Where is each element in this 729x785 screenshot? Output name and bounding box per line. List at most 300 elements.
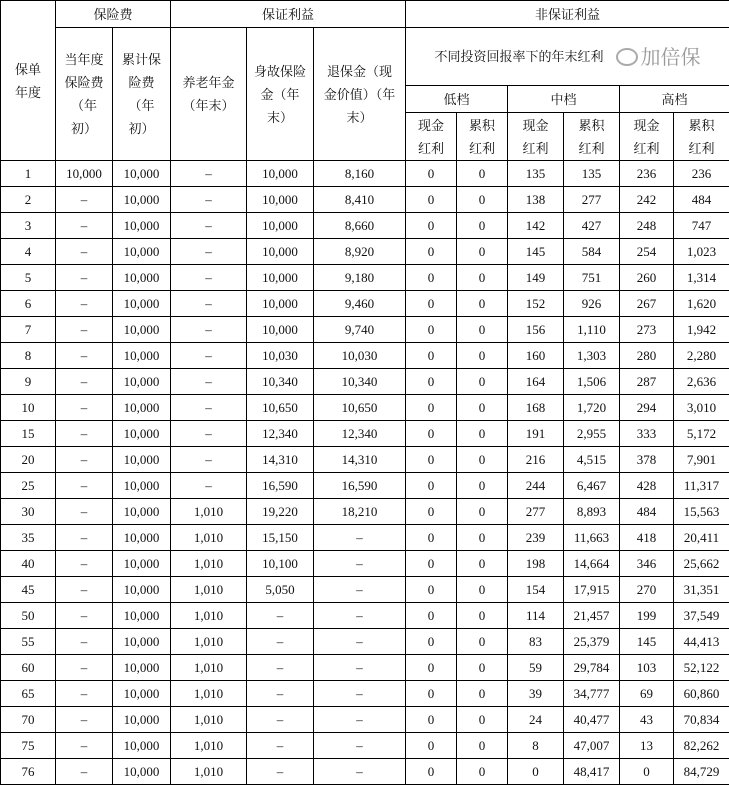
table-row [1,421,729,447]
mid-accumulated-dividend-cell: 17,915 [564,577,620,603]
mid-accumulated-dividend-cell: 751 [564,265,620,291]
table-row [1,733,729,759]
surrender-value-cell: 14,310 [314,447,406,473]
annual-premium-cell: – [56,707,113,733]
high-cash-dividend-cell: 346 [620,551,674,577]
low-accumulated-dividend-cell: 0 [457,239,508,265]
cumulative-premium-cell: 10,000 [113,473,171,499]
header-high: 高档 [620,86,729,113]
policy-year-cell: 9 [1,369,56,395]
low-accumulated-dividend-cell: 0 [457,499,508,525]
annual-premium-cell: – [56,187,113,213]
cumulative-premium-cell: 10,000 [113,161,171,187]
low-cash-dividend-cell: 0 [406,265,457,291]
mid-accumulated-dividend-cell: 48,417 [564,759,620,785]
policy-year-cell: 65 [1,681,56,707]
high-cash-dividend-cell: 199 [620,603,674,629]
mid-accumulated-dividend-cell: 277 [564,187,620,213]
high-cash-dividend-cell: 294 [620,395,674,421]
low-cash-dividend-cell: 0 [406,187,457,213]
death-benefit-cell: – [247,759,314,785]
mid-accumulated-dividend-cell: 14,664 [564,551,620,577]
low-cash-dividend-cell: 0 [406,369,457,395]
high-accumulated-dividend-cell: 3,010 [674,395,729,421]
cumulative-premium-cell: 10,000 [113,655,171,681]
watermark [616,45,701,69]
mid-cash-dividend-cell: 0 [508,759,564,785]
cumulative-premium-cell: 10,000 [113,577,171,603]
annual-premium-cell: 10,000 [56,161,113,187]
low-accumulated-dividend-cell: 0 [457,213,508,239]
low-cash-dividend-cell: 0 [406,213,457,239]
table-row [1,759,729,785]
death-benefit-cell: 10,000 [247,161,314,187]
high-cash-dividend-cell: 236 [620,161,674,187]
mid-accumulated-dividend-cell: 25,379 [564,629,620,655]
annuity-cell: – [171,239,247,265]
high-cash-dividend-cell: 260 [620,265,674,291]
high-accumulated-dividend-cell: 52,122 [674,655,729,681]
annual-premium-cell: – [56,551,113,577]
high-accumulated-dividend-cell: 1,023 [674,239,729,265]
low-cash-dividend-cell: 0 [406,655,457,681]
death-benefit-cell: 10,000 [247,265,314,291]
high-cash-dividend-cell: 103 [620,655,674,681]
surrender-value-cell: 10,650 [314,395,406,421]
surrender-value-cell: – [314,655,406,681]
mid-cash-dividend-cell: 277 [508,499,564,525]
annual-premium-cell: – [56,473,113,499]
death-benefit-cell: 10,650 [247,395,314,421]
mid-cash-dividend-cell: 152 [508,291,564,317]
table-row [1,655,729,681]
death-benefit-cell: – [247,629,314,655]
death-benefit-cell: 15,150 [247,525,314,551]
annual-premium-cell: – [56,759,113,785]
policy-year-cell: 2 [1,187,56,213]
death-benefit-cell: – [247,681,314,707]
low-accumulated-dividend-cell: 0 [457,681,508,707]
table-row [1,291,729,317]
annuity-cell: 1,010 [171,499,247,525]
high-accumulated-dividend-cell: 15,563 [674,499,729,525]
annual-premium-cell: – [56,525,113,551]
cumulative-premium-cell: 10,000 [113,395,171,421]
mid-cash-dividend-cell: 59 [508,655,564,681]
cumulative-premium-cell: 10,000 [113,369,171,395]
header-surrender-value: 退保金（现金价值）（年末） [314,28,406,161]
surrender-value-cell: 9,740 [314,317,406,343]
low-cash-dividend-cell: 0 [406,473,457,499]
cumulative-premium-cell: 10,000 [113,291,171,317]
mid-cash-dividend-cell: 83 [508,629,564,655]
table-row [1,629,729,655]
policy-year-cell: 7 [1,317,56,343]
cumulative-premium-cell: 10,000 [113,707,171,733]
table-row [1,499,729,525]
header-cumulative-premium: 累计保险费（年初） [113,28,171,161]
table-row [1,551,729,577]
policy-year-cell: 40 [1,551,56,577]
low-cash-dividend-cell: 0 [406,499,457,525]
cumulative-premium-cell: 10,000 [113,629,171,655]
policy-year-cell: 75 [1,733,56,759]
policy-year-cell: 1 [1,161,56,187]
header-death-benefit: 身故保险金（年末） [247,28,314,161]
low-cash-dividend-cell: 0 [406,681,457,707]
low-cash-dividend-cell: 0 [406,317,457,343]
policy-year-cell: 50 [1,603,56,629]
surrender-value-cell: 10,340 [314,369,406,395]
mid-accumulated-dividend-cell: 21,457 [564,603,620,629]
surrender-value-cell: – [314,707,406,733]
mid-cash-dividend-cell: 239 [508,525,564,551]
death-benefit-cell: 10,340 [247,369,314,395]
high-cash-dividend-cell: 43 [620,707,674,733]
cumulative-premium-cell: 10,000 [113,317,171,343]
header-mid-cash: 现金红利 [508,113,564,161]
high-cash-dividend-cell: 242 [620,187,674,213]
low-accumulated-dividend-cell: 0 [457,655,508,681]
high-accumulated-dividend-cell: 82,262 [674,733,729,759]
high-cash-dividend-cell: 254 [620,239,674,265]
low-cash-dividend-cell: 0 [406,291,457,317]
annuity-cell: 1,010 [171,603,247,629]
annual-premium-cell: – [56,603,113,629]
annuity-cell: 1,010 [171,577,247,603]
mid-accumulated-dividend-cell: 926 [564,291,620,317]
annual-premium-cell: – [56,421,113,447]
low-cash-dividend-cell: 0 [406,629,457,655]
annual-premium-cell: – [56,395,113,421]
high-cash-dividend-cell: 145 [620,629,674,655]
surrender-value-cell: 9,460 [314,291,406,317]
low-accumulated-dividend-cell: 0 [457,395,508,421]
annual-premium-cell: – [56,577,113,603]
cumulative-premium-cell: 10,000 [113,239,171,265]
header-non-guaranteed-group: 非保证利益 [406,1,729,28]
policy-year-cell: 25 [1,473,56,499]
annuity-cell: 1,010 [171,681,247,707]
mid-accumulated-dividend-cell: 34,777 [564,681,620,707]
high-accumulated-dividend-cell: 7,901 [674,447,729,473]
annuity-cell: – [171,395,247,421]
surrender-value-cell: 8,160 [314,161,406,187]
table-row [1,707,729,733]
table-row [1,161,729,187]
high-accumulated-dividend-cell: 236 [674,161,729,187]
low-accumulated-dividend-cell: 0 [457,447,508,473]
header-high-accumulated: 累积红利 [674,113,729,161]
low-accumulated-dividend-cell: 0 [457,603,508,629]
header-annual-premium: 当年度保险费（年初） [56,28,113,161]
low-accumulated-dividend-cell: 0 [457,759,508,785]
annuity-cell: 1,010 [171,707,247,733]
annuity-cell: 1,010 [171,551,247,577]
annuity-cell: – [171,369,247,395]
table-row [1,447,729,473]
annual-premium-cell: – [56,499,113,525]
high-accumulated-dividend-cell: 2,280 [674,343,729,369]
cumulative-premium-cell: 10,000 [113,447,171,473]
high-cash-dividend-cell: 428 [620,473,674,499]
low-accumulated-dividend-cell: 0 [457,317,508,343]
death-benefit-cell: – [247,655,314,681]
mid-cash-dividend-cell: 138 [508,187,564,213]
mid-cash-dividend-cell: 142 [508,213,564,239]
annual-premium-cell: – [56,239,113,265]
surrender-value-cell: 9,180 [314,265,406,291]
annual-premium-cell: – [56,291,113,317]
table-row [1,239,729,265]
surrender-value-cell: – [314,681,406,707]
cumulative-premium-cell: 10,000 [113,187,171,213]
low-cash-dividend-cell: 0 [406,395,457,421]
cumulative-premium-cell: 10,000 [113,213,171,239]
mid-cash-dividend-cell: 160 [508,343,564,369]
annuity-cell: 1,010 [171,733,247,759]
high-cash-dividend-cell: 0 [620,759,674,785]
death-benefit-cell: 10,000 [247,239,314,265]
policy-year-cell: 35 [1,525,56,551]
annuity-cell: – [171,187,247,213]
high-accumulated-dividend-cell: 37,549 [674,603,729,629]
low-accumulated-dividend-cell: 0 [457,551,508,577]
mid-accumulated-dividend-cell: 1,720 [564,395,620,421]
low-cash-dividend-cell: 0 [406,759,457,785]
mid-accumulated-dividend-cell: 427 [564,213,620,239]
table-row [1,265,729,291]
death-benefit-cell: – [247,603,314,629]
mid-cash-dividend-cell: 244 [508,473,564,499]
mid-accumulated-dividend-cell: 135 [564,161,620,187]
low-cash-dividend-cell: 0 [406,707,457,733]
death-benefit-cell: 14,310 [247,447,314,473]
dividend-title-wrap [406,45,729,69]
mid-accumulated-dividend-cell: 1,110 [564,317,620,343]
cumulative-premium-cell: 10,000 [113,525,171,551]
cumulative-premium-cell: 10,000 [113,733,171,759]
high-cash-dividend-cell: 484 [620,499,674,525]
table-row [1,525,729,551]
policy-year-cell: 6 [1,291,56,317]
annuity-cell: – [171,213,247,239]
low-accumulated-dividend-cell: 0 [457,161,508,187]
low-cash-dividend-cell: 0 [406,421,457,447]
mid-accumulated-dividend-cell: 584 [564,239,620,265]
cumulative-premium-cell: 10,000 [113,265,171,291]
high-accumulated-dividend-cell: 2,636 [674,369,729,395]
mid-cash-dividend-cell: 135 [508,161,564,187]
annuity-cell: – [171,265,247,291]
death-benefit-cell: – [247,733,314,759]
high-cash-dividend-cell: 418 [620,525,674,551]
low-accumulated-dividend-cell: 0 [457,733,508,759]
table-body [1,161,729,785]
low-accumulated-dividend-cell: 0 [457,265,508,291]
header-high-cash: 现金红利 [620,113,674,161]
table-row [1,343,729,369]
high-accumulated-dividend-cell: 484 [674,187,729,213]
death-benefit-cell: 5,050 [247,577,314,603]
low-cash-dividend-cell: 0 [406,447,457,473]
surrender-value-cell: 12,340 [314,421,406,447]
cumulative-premium-cell: 10,000 [113,499,171,525]
high-cash-dividend-cell: 248 [620,213,674,239]
death-benefit-cell: 10,000 [247,213,314,239]
mid-accumulated-dividend-cell: 40,477 [564,707,620,733]
high-accumulated-dividend-cell: 20,411 [674,525,729,551]
mid-cash-dividend-cell: 149 [508,265,564,291]
low-cash-dividend-cell: 0 [406,551,457,577]
death-benefit-cell: 16,590 [247,473,314,499]
annuity-cell: – [171,317,247,343]
death-benefit-cell: – [247,707,314,733]
surrender-value-cell: – [314,551,406,577]
high-cash-dividend-cell: 13 [620,733,674,759]
header-low-accumulated: 累积红利 [457,113,508,161]
policy-year-cell: 45 [1,577,56,603]
mid-accumulated-dividend-cell: 1,303 [564,343,620,369]
low-cash-dividend-cell: 0 [406,577,457,603]
surrender-value-cell: 16,590 [314,473,406,499]
surrender-value-cell: – [314,577,406,603]
low-cash-dividend-cell: 0 [406,161,457,187]
low-cash-dividend-cell: 0 [406,603,457,629]
header-dividend-cell [406,28,729,86]
mid-cash-dividend-cell: 164 [508,369,564,395]
mid-cash-dividend-cell: 191 [508,421,564,447]
annual-premium-cell: – [56,629,113,655]
mid-accumulated-dividend-cell: 11,663 [564,525,620,551]
annuity-cell: – [171,343,247,369]
header-premium-group: 保险费 [56,1,171,28]
high-accumulated-dividend-cell: 5,172 [674,421,729,447]
policy-year-cell: 5 [1,265,56,291]
high-cash-dividend-cell: 280 [620,343,674,369]
header-low-cash: 现金红利 [406,113,457,161]
low-cash-dividend-cell: 0 [406,239,457,265]
header-mid: 中档 [508,86,620,113]
annuity-cell: – [171,473,247,499]
high-accumulated-dividend-cell: 70,834 [674,707,729,733]
annuity-cell: – [171,421,247,447]
mid-accumulated-dividend-cell: 6,467 [564,473,620,499]
header-guaranteed-group: 保证利益 [171,1,406,28]
high-cash-dividend-cell: 333 [620,421,674,447]
annual-premium-cell: – [56,317,113,343]
high-accumulated-dividend-cell: 1,620 [674,291,729,317]
high-cash-dividend-cell: 267 [620,291,674,317]
high-accumulated-dividend-cell: 25,662 [674,551,729,577]
mid-cash-dividend-cell: 24 [508,707,564,733]
table-row [1,395,729,421]
low-accumulated-dividend-cell: 0 [457,629,508,655]
mid-accumulated-dividend-cell: 8,893 [564,499,620,525]
mid-cash-dividend-cell: 39 [508,681,564,707]
table-row [1,187,729,213]
low-accumulated-dividend-cell: 0 [457,473,508,499]
high-accumulated-dividend-cell: 84,729 [674,759,729,785]
table-row [1,213,729,239]
high-cash-dividend-cell: 273 [620,317,674,343]
policy-year-cell: 10 [1,395,56,421]
mid-cash-dividend-cell: 114 [508,603,564,629]
cumulative-premium-cell: 10,000 [113,343,171,369]
annuity-cell: 1,010 [171,525,247,551]
high-cash-dividend-cell: 287 [620,369,674,395]
low-cash-dividend-cell: 0 [406,733,457,759]
cumulative-premium-cell: 10,000 [113,603,171,629]
annual-premium-cell: – [56,681,113,707]
table-row [1,369,729,395]
mid-accumulated-dividend-cell: 2,955 [564,421,620,447]
mid-cash-dividend-cell: 198 [508,551,564,577]
high-cash-dividend-cell: 378 [620,447,674,473]
table-row [1,473,729,499]
death-benefit-cell: 10,030 [247,343,314,369]
surrender-value-cell: – [314,759,406,785]
low-accumulated-dividend-cell: 0 [457,525,508,551]
low-accumulated-dividend-cell: 0 [457,421,508,447]
policy-year-cell: 55 [1,629,56,655]
policy-year-cell: 76 [1,759,56,785]
high-accumulated-dividend-cell: 31,351 [674,577,729,603]
annual-premium-cell: – [56,733,113,759]
policy-year-cell: 60 [1,655,56,681]
death-benefit-cell: 10,000 [247,291,314,317]
high-accumulated-dividend-cell: 747 [674,213,729,239]
policy-year-cell: 3 [1,213,56,239]
header-annuity: 养老年金（年末） [171,28,247,161]
death-benefit-cell: 10,100 [247,551,314,577]
policy-year-cell: 20 [1,447,56,473]
surrender-value-cell: 8,920 [314,239,406,265]
header-policy-year: 保单年度 [1,1,56,161]
annuity-cell: – [171,291,247,317]
surrender-value-cell: 8,410 [314,187,406,213]
wechat-icon [616,48,638,66]
mid-cash-dividend-cell: 8 [508,733,564,759]
surrender-value-cell: – [314,733,406,759]
table-row [1,317,729,343]
surrender-value-cell: – [314,525,406,551]
surrender-value-cell: 8,660 [314,213,406,239]
annual-premium-cell: – [56,265,113,291]
annuity-cell: 1,010 [171,655,247,681]
mid-cash-dividend-cell: 145 [508,239,564,265]
annual-premium-cell: – [56,213,113,239]
annual-premium-cell: – [56,447,113,473]
high-accumulated-dividend-cell: 1,942 [674,317,729,343]
low-accumulated-dividend-cell: 0 [457,343,508,369]
death-benefit-cell: 10,000 [247,317,314,343]
surrender-value-cell: – [314,629,406,655]
header-low: 低档 [406,86,508,113]
cumulative-premium-cell: 10,000 [113,551,171,577]
annual-premium-cell: – [56,655,113,681]
death-benefit-cell: 12,340 [247,421,314,447]
header-dividend-title: 不同投资回报率下的年末红利 [435,45,604,68]
annuity-cell: 1,010 [171,759,247,785]
policy-year-cell: 15 [1,421,56,447]
mid-accumulated-dividend-cell: 4,515 [564,447,620,473]
low-cash-dividend-cell: 0 [406,343,457,369]
policy-year-cell: 70 [1,707,56,733]
annuity-cell: – [171,447,247,473]
high-cash-dividend-cell: 69 [620,681,674,707]
cumulative-premium-cell: 10,000 [113,681,171,707]
